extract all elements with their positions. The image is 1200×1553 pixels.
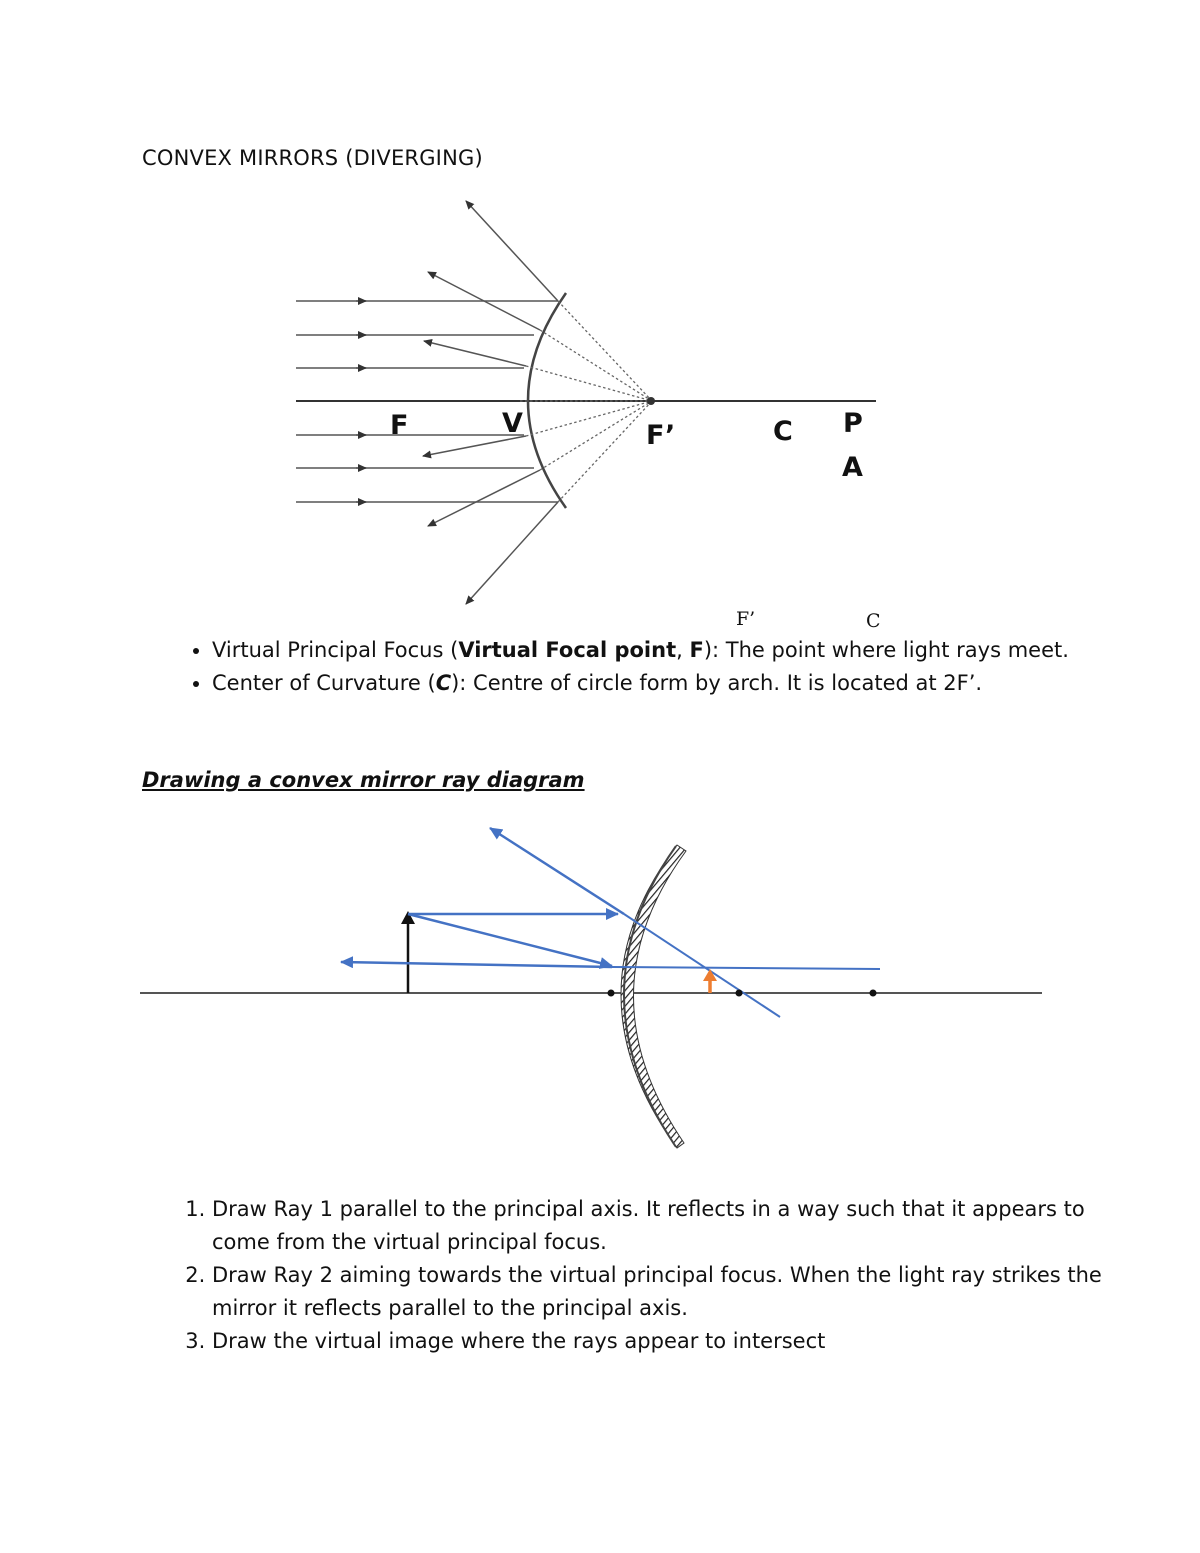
ray-1-reflected (490, 828, 624, 914)
vertex-point (608, 990, 615, 997)
definition-list (166, 634, 1102, 700)
page-title: CONVEX MIRRORS (DIVERGING) (142, 146, 483, 170)
ray-2-extension (612, 967, 880, 969)
list-item: • Virtual Principal Focus (Virtual Focal point, F): The point where light rays meet. (212, 634, 1102, 667)
list-item: 3. Draw the virtual image where the rays appear to intersect (212, 1325, 1102, 1358)
label-v: V (502, 408, 523, 439)
label-a: A (842, 452, 863, 483)
hatched-convex-mirror (621, 845, 686, 1148)
ray-1-extension (624, 914, 780, 1017)
label-c-small: C (866, 610, 881, 632)
center-point (870, 990, 877, 997)
list-item: 1. Draw Ray 1 parallel to the principal axis. It reflects in a way such that it appears to come from the virtual principal focus. (212, 1193, 1102, 1259)
label-p: P (843, 408, 863, 439)
focal-point-dot (647, 397, 655, 405)
label-f-prime: F’ (646, 420, 676, 451)
reflected-rays (423, 201, 558, 604)
ray-2-incident (408, 914, 612, 966)
label-c: C (773, 416, 793, 447)
convex-mirror-diagram (296, 201, 876, 604)
convex-mirror-ray-diagram (140, 828, 1042, 1148)
label-f-prime-small: F’ (736, 608, 756, 630)
list-item: 2. Draw Ray 2 aiming towards the virtual principal focus. When the light ray strikes the mirror it reflects parallel to the principal axis. (212, 1259, 1102, 1325)
focus-point (736, 990, 743, 997)
list-item: • Center of Curvature (C): Centre of circle form by arch. It is located at 2F’. (212, 667, 1102, 700)
label-f: F (390, 410, 409, 441)
ray-2-reflected (341, 962, 612, 967)
section-heading: Drawing a convex mirror ray diagram (142, 768, 585, 792)
steps-list (166, 1193, 1102, 1358)
